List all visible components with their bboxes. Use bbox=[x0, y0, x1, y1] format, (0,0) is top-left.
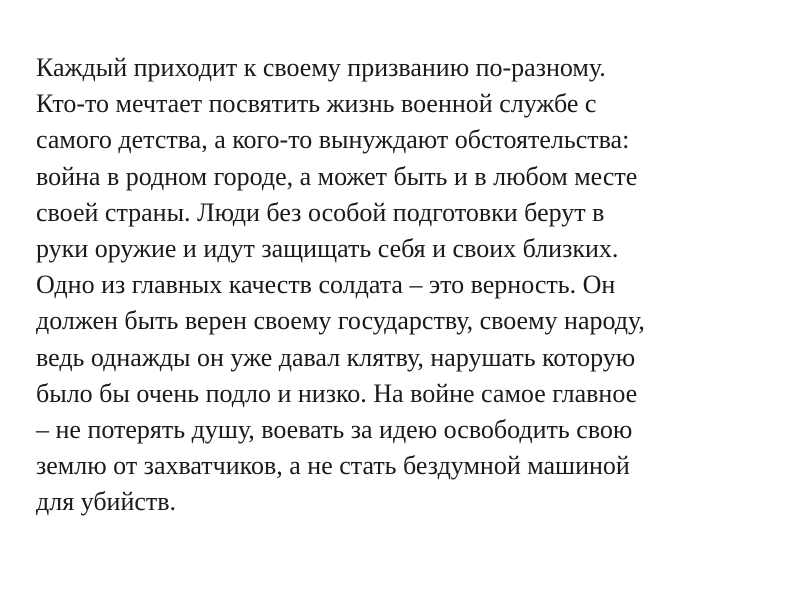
text-line-8: должен быть верен своему государству, своему народу, bbox=[36, 306, 645, 336]
text-line-5: своей страны. Люди без особой подготовки берут в bbox=[36, 197, 605, 227]
text-line-12: землю от захватчиков, а не стать бездумной машиной bbox=[36, 451, 630, 481]
text-line-10: было бы очень подло и низко. На войне самое главное bbox=[36, 378, 638, 408]
text-line-9: ведь однажды он уже давал клятву, нарушать которую bbox=[36, 342, 636, 372]
text-line-3: самого детства, а кого-то вынуждают обстоятельства: bbox=[36, 125, 630, 155]
text-line-6: руки оружие и идут защищать себя и своих близких. bbox=[36, 234, 619, 264]
text-line-11: – не потерять душу, воевать за идею освободить свою bbox=[36, 415, 633, 445]
essay-paragraph bbox=[36, 50, 776, 521]
text-line-13: для убийств. bbox=[36, 487, 177, 517]
text-line-2: Кто-то мечтает посвятить жизнь военной службе с bbox=[36, 89, 597, 119]
text-line-7: Одно из главных качеств солдата – это верность. Он bbox=[36, 270, 616, 300]
text-line-4: война в родном городе, а может быть и в любом месте bbox=[36, 161, 638, 191]
text-line-1: Каждый приходит к своему призванию по-разному. bbox=[36, 53, 606, 82]
